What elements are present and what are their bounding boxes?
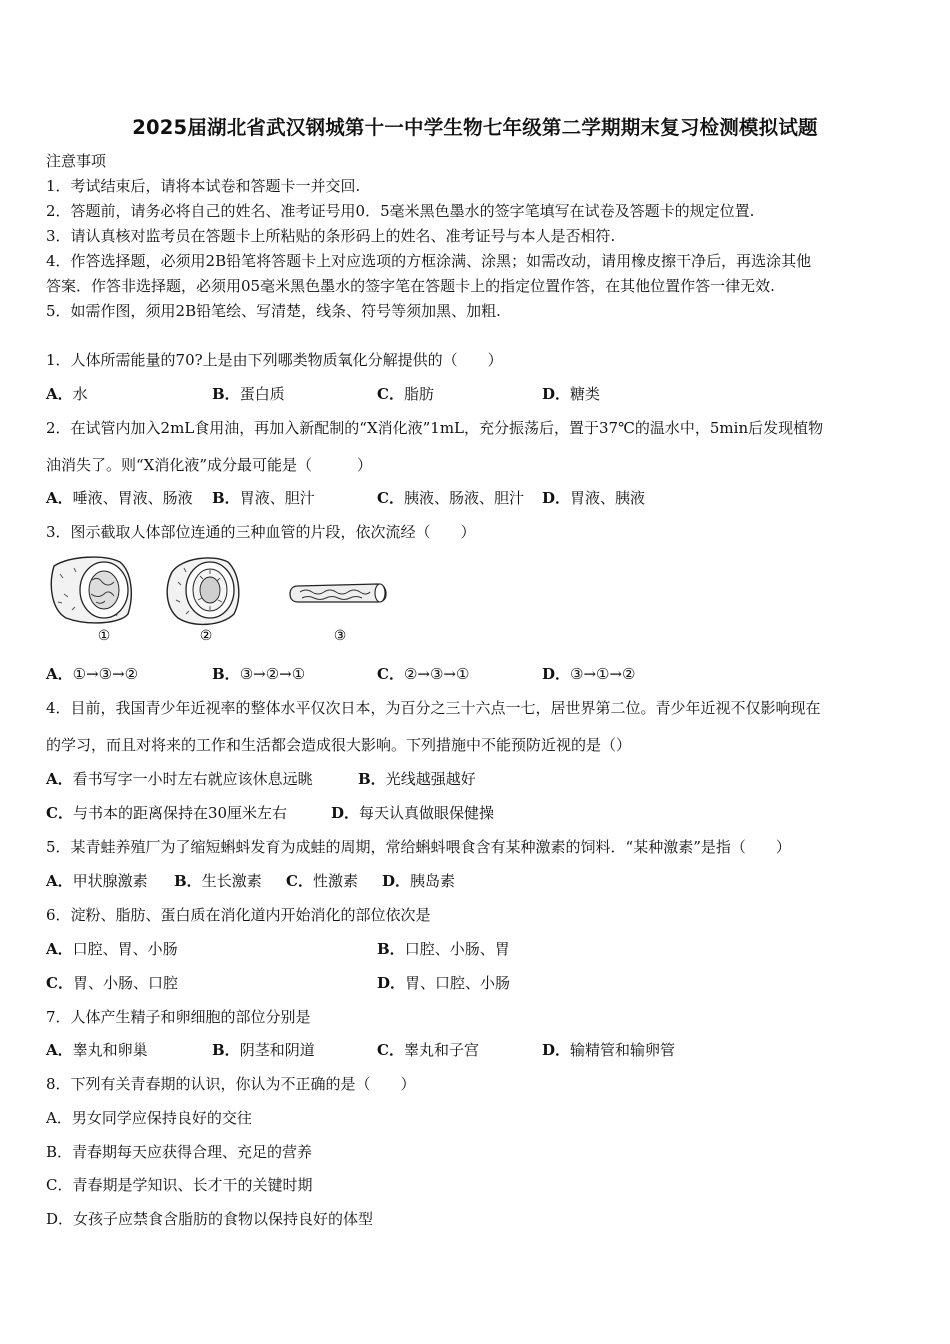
q2-option-c: C．胰液、肠液、胆汁 <box>377 489 524 507</box>
q3-option-a: A．①→③→② <box>46 665 139 683</box>
blood-vessel-1-icon <box>51 557 131 623</box>
q8-option-b: B．青春期每天应获得合理、充足的营养 <box>46 1143 313 1161</box>
q6-option-a: A．口腔、胃、小肠 <box>46 940 178 958</box>
notice-item: 3．请认真核对监考员在答题卡上所粘贴的条形码上的姓名、准考证号与本人是否相符. <box>46 227 616 245</box>
q4-option-c: C．与书本的距离保持在30厘米左右 <box>46 804 288 822</box>
question-8-stem: 8．下列有关青春期的认识，你认为不正确的是（ ） <box>46 1075 416 1093</box>
question-1-stem: 1．人体所需能量的70?上是由下列哪类物质氧化分解提供的（ ） <box>46 351 503 369</box>
q1-option-d: D．糖类 <box>542 385 601 403</box>
q2-option-d: D．胃液、胰液 <box>542 489 646 507</box>
notice-item: 1．考试结束后，请将本试卷和答题卡一并交回. <box>46 177 361 195</box>
q4-option-d: D．每天认真做眼保健操 <box>331 804 495 822</box>
blood-vessel-figure <box>44 552 394 650</box>
notice-item: 4．作答选择题，必须用2B铅笔将答题卡上对应选项的方框涂满、涂黑；如需改动，请用橡皮擦干净后，再选涂其他 <box>46 252 812 270</box>
q3-option-d: D．③→①→② <box>542 665 636 683</box>
notice-item: 2．答题前，请务必将自己的姓名、准考证号用0．5毫米黑色墨水的签字笔填写在试卷及答题卡的规定位置. <box>46 202 755 220</box>
q4-option-a: A．看书写字一小时左右就应该休息远眺 <box>46 770 313 788</box>
q7-option-a: A．睾丸和卵巢 <box>46 1041 148 1059</box>
question-6-stem: 6．淀粉、脂肪、蛋白质在消化道内开始消化的部位依次是 <box>46 906 431 924</box>
blood-vessel-2-icon <box>167 558 239 624</box>
q6-option-b: B．口腔、小肠、胃 <box>377 940 510 958</box>
q1-option-a: A．水 <box>46 385 88 403</box>
q3-option-c: C．②→③→① <box>377 665 470 683</box>
q6-option-d: D．胃、口腔、小肠 <box>377 974 511 992</box>
notice-heading: 注意事项 <box>46 152 107 170</box>
notice-item: 答案．作答非选择题，必须用05毫米黑色墨水的签字笔在答题卡上的指定位置作答，在其他位置作答一律无效. <box>46 277 775 295</box>
q1-option-b: B．蛋白质 <box>212 385 285 403</box>
figure-label-2: ② <box>199 628 213 644</box>
q5-option-c: C．性激素 <box>286 872 358 890</box>
question-2-stem: 2．在试管内加入2mL食用油，再加入新配制的“X消化液”1mL，充分振荡后，置于37℃的温水中，5min后发现植物 <box>46 419 824 437</box>
question-7-stem: 7．人体产生精子和卵细胞的部位分别是 <box>46 1008 311 1026</box>
figure-label-3: ③ <box>333 628 347 644</box>
q5-option-a: A．甲状腺激素 <box>46 872 148 890</box>
q7-option-c: C．睾丸和子宫 <box>377 1041 479 1059</box>
notice-item: 5．如需作图，须用2B铅笔绘、写清楚，线条、符号等须加黑、加粗. <box>46 302 501 320</box>
q8-option-d: D．女孩子应禁食含脂肪的食物以保持良好的体型 <box>46 1210 374 1228</box>
q2-option-b: B．胃液、胆汁 <box>212 489 315 507</box>
page-title: 2025届湖北省武汉钢城第十一中学生物七年级第二学期期末复习检测模拟试题 <box>132 116 818 139</box>
q5-option-d: D．胰岛素 <box>382 872 456 890</box>
question-5-stem: 5．某青蛙养殖厂为了缩短蝌蚪发育为成蛙的周期，常给蝌蚪喂食含有某种激素的饲料．“某种激素”是指（ ） <box>46 838 791 856</box>
q2-option-a: A．唾液、胃液、肠液 <box>46 489 193 507</box>
question-2-stem-cont: 油消失了。则“X消化液”成分最可能是（ ） <box>46 456 373 474</box>
q5-option-b: B．生长激素 <box>174 872 262 890</box>
q1-option-c: C．脂肪 <box>377 385 434 403</box>
figure-label-1: ① <box>97 628 111 644</box>
q8-option-a: A．男女同学应保持良好的交往 <box>46 1109 252 1127</box>
q7-option-d: D．输精管和输卵管 <box>542 1041 676 1059</box>
blood-vessel-3-icon <box>290 584 386 602</box>
q4-option-b: B．光线越强越好 <box>358 770 476 788</box>
question-3-stem: 3．图示截取人体部位连通的三种血管的片段，依次流经（ ） <box>46 523 476 541</box>
question-4-stem: 4．目前，我国青少年近视率的整体水平仅次日本，为百分之三十六点一七，居世界第二位。青少年近视不仅影响现在 <box>46 699 821 717</box>
q7-option-b: B．阴茎和阴道 <box>212 1041 315 1059</box>
q8-option-c: C．青春期是学知识、长才干的关键时期 <box>46 1176 313 1194</box>
q3-option-b: B．③→②→① <box>212 665 306 683</box>
q6-option-c: C．胃、小肠、口腔 <box>46 974 178 992</box>
question-4-stem-cont: 的学习，而且对将来的工作和生活都会造成很大影响。下列措施中不能预防近视的是（） <box>46 736 632 754</box>
